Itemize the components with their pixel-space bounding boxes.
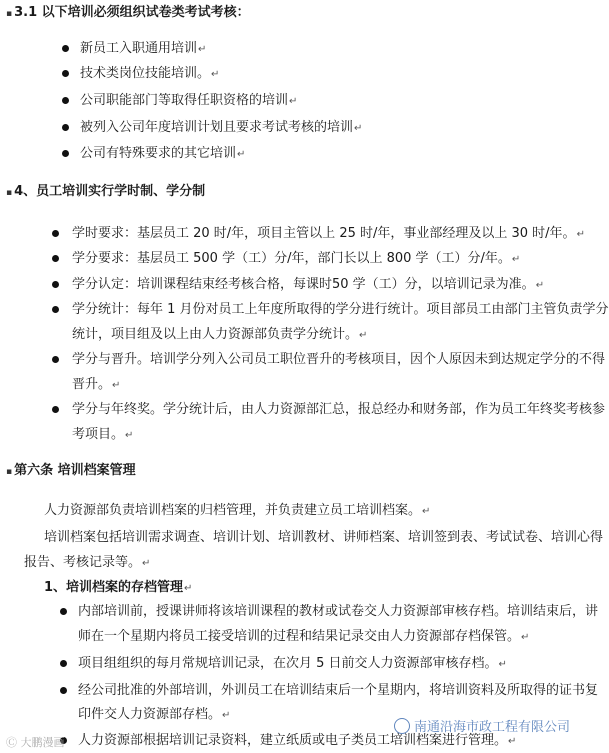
bullet-icon <box>52 281 59 288</box>
bullet-icon <box>52 230 59 237</box>
bullet-icon <box>60 608 67 615</box>
paragraph-line: 培训档案包括培训需求调查、培训计划、培训教材、讲师档案、培训签到表、考试试卷、培训心得 <box>44 530 604 545</box>
section-4-heading: ▪ 4、员工培训实行学时制、学分制 <box>6 184 206 199</box>
list-item-line: 印件交人力资源部存档。↵ <box>78 707 231 722</box>
list-item-line: 师在一个星期内将员工接受培训的过程和结果记录交由人力资源部存档保管。↵ <box>78 629 530 644</box>
bullet-icon <box>52 306 59 313</box>
list-item: 学时要求：基层员工 20 时/年，项目主管以上 25 时/年，事业部经理及以上 30 时/年。↵ <box>72 226 585 241</box>
bullet-icon <box>62 124 69 131</box>
bullet-icon <box>52 356 59 363</box>
wechat-logo-icon <box>394 718 410 734</box>
list-item-line: 学分与年终奖。学分统计后，由人力资源部汇总，报总经办和财务部，作为员工年终奖考核参 <box>72 402 606 417</box>
watermark-company: 南通沿海市政工程有限公司 <box>394 716 570 735</box>
bullet-icon <box>62 97 69 104</box>
list-item: 学分认定：培训课程结束经考核合格，每课时50 学（工）分，以培训记录为准。↵ <box>72 277 545 292</box>
list-item-line: 统计，项目组及以上由人力资源部负责学分统计。↵ <box>72 327 368 342</box>
paragraph-line: 报告、考核记录等。↵ <box>24 555 151 570</box>
section-3-1-heading: ▪ 3.1 以下培训必须组织试卷类考试考核： <box>6 5 250 20</box>
list-item: 公司职能部门等取得任职资格的培训↵ <box>80 93 298 108</box>
bullet-icon <box>62 45 69 52</box>
list-item: 项目组组织的每月常规培训记录，在次月 5 日前交人力资源部审核存档。↵ <box>78 656 507 671</box>
list-item-line: 考项目。↵ <box>72 427 134 442</box>
list-item: 公司有特殊要求的其它培训↵ <box>80 146 246 161</box>
subsection-1-heading: 1、培训档案的存档管理↵ <box>44 580 193 595</box>
list-item-line: 学分统计：每年 1 月份对员工上年度所取得的学分进行统计。项目部员工由部门主管负责学分 <box>72 302 609 317</box>
list-item: 人力资源部根据培训记录资料，建立纸质或电子类员工培训档案进行管理。↵ <box>78 733 517 748</box>
heading-marker: ▪ <box>6 467 13 477</box>
watermark-corner: Ⓒ 大鹏漫画 <box>6 736 65 749</box>
paragraph: 人力资源部负责培训档案的归档管理，并负责建立员工培训档案。↵ <box>44 503 431 518</box>
list-item-line: 学分与晋升。培训学分列入公司员工职位晋升的考核项目，因个人原因未到达规定学分的不得 <box>72 352 606 367</box>
list-item-line: 经公司批准的外部培训，外训员工在培训结束后一个星期内，将培训资料及所取得的证书复 <box>78 683 599 698</box>
bullet-icon <box>52 406 59 413</box>
heading-marker: ▪ <box>6 188 13 198</box>
bullet-icon <box>52 255 59 262</box>
list-item: 被列入公司年度培训计划且要求考试考核的培训↵ <box>80 120 363 135</box>
bullet-icon <box>60 660 67 667</box>
bullet-icon <box>60 687 67 694</box>
list-item: 学分要求：基层员工 500 学（工）分/年，部门长以上 800 学（工）分/年。↵ <box>72 251 521 266</box>
list-item: 新员工入职通用培训↵ <box>80 41 207 56</box>
list-item-line: 内部培训前，授课讲师将该培训课程的教材或试卷交人力资源部审核存档。培训结束后，讲 <box>78 604 599 619</box>
bullet-icon <box>62 70 69 77</box>
article-6-heading: ▪ 第六条 培训档案管理 <box>6 463 136 478</box>
bullet-icon <box>62 150 69 157</box>
list-item: 技术类岗位技能培训。↵ <box>80 66 220 81</box>
list-item-line: 晋升。↵ <box>72 377 121 392</box>
heading-marker: ▪ <box>6 9 13 19</box>
